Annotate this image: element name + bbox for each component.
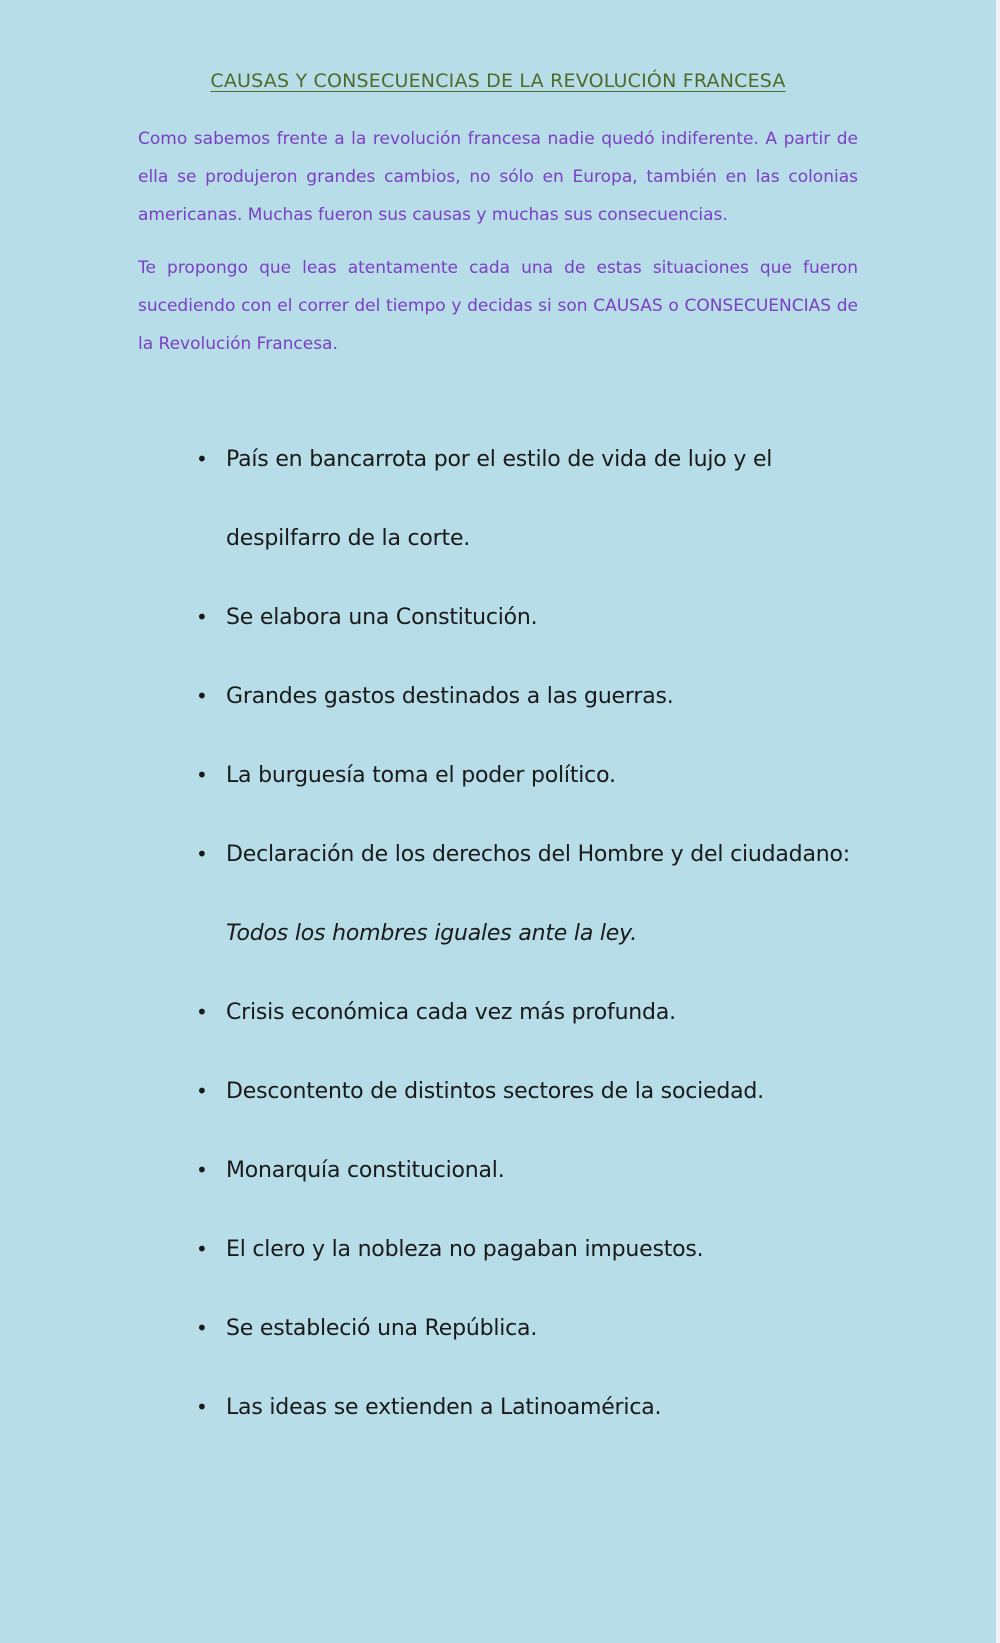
bullet-icon: •	[196, 1079, 208, 1103]
bullet-icon: •	[196, 1237, 208, 1261]
bullet-icon: •	[196, 1158, 208, 1182]
list-item-text: Las ideas se extienden a Latinoamérica.	[226, 1395, 662, 1420]
list-item[interactable]	[196, 973, 896, 1052]
intro-paragraph: Como sabemos frente a la revolución francesa nadie quedó indiferente. A partir de ella se produjeron grandes cambios, no sólo en Europa, también en las colonias americanas. Muchas fueron sus causas y muchas sus consecuencias.	[138, 129, 858, 225]
list-item-text: Grandes gastos destinados a las guerras.	[226, 684, 674, 709]
bullet-icon: •	[196, 684, 208, 708]
list-item[interactable]	[196, 815, 896, 973]
instructions-paragraph: Te propongo que leas atentamente cada una de estas situaciones que fueron sucediendo con el correr del tiempo y decidas si son CAUSAS o CONSECUENCIAS de la Revolución Francesa.	[138, 258, 858, 354]
list-item-text: Crisis económica cada vez más profunda.	[226, 1000, 676, 1025]
list-item[interactable]	[196, 657, 896, 736]
list-item-text: La burguesía toma el poder político.	[226, 763, 616, 788]
page-edge	[996, 0, 1000, 1643]
list-item[interactable]	[196, 578, 896, 657]
list-item-text-continued: Todos los hombres iguales ante la ley.	[226, 921, 638, 946]
page-title: CAUSAS Y CONSECUENCIAS DE LA REVOLUCIÓN FRANCESA	[210, 70, 786, 92]
list-item-text: Descontento de distintos sectores de la sociedad.	[226, 1079, 764, 1104]
bullet-icon: •	[196, 842, 208, 866]
bullet-icon: •	[196, 1000, 208, 1024]
bullet-icon: •	[196, 447, 208, 471]
list-item[interactable]	[196, 1131, 896, 1210]
list-item-text: El clero y la nobleza no pagaban impuestos.	[226, 1237, 704, 1262]
list-item[interactable]	[196, 1289, 896, 1368]
bullet-icon: •	[196, 1316, 208, 1340]
list-item-text: Declaración de los derechos del Hombre y del ciudadano:	[226, 842, 850, 867]
list-item[interactable]	[196, 1210, 896, 1289]
list-item[interactable]	[196, 420, 896, 578]
list-item-text-continued: despilfarro de la corte.	[226, 526, 471, 551]
list-item-text: Se estableció una República.	[226, 1316, 538, 1341]
bullet-icon: •	[196, 605, 208, 629]
bullet-icon: •	[196, 763, 208, 787]
list-item-text: Se elabora una Constitución.	[226, 605, 538, 630]
list-item-text: País en bancarrota por el estilo de vida de lujo y el	[226, 447, 773, 472]
list-item[interactable]	[196, 736, 896, 815]
list-item[interactable]	[196, 1052, 896, 1131]
list-item-text: Monarquía constitucional.	[226, 1158, 505, 1183]
list-item[interactable]	[196, 1368, 896, 1447]
bullet-icon: •	[196, 1395, 208, 1419]
